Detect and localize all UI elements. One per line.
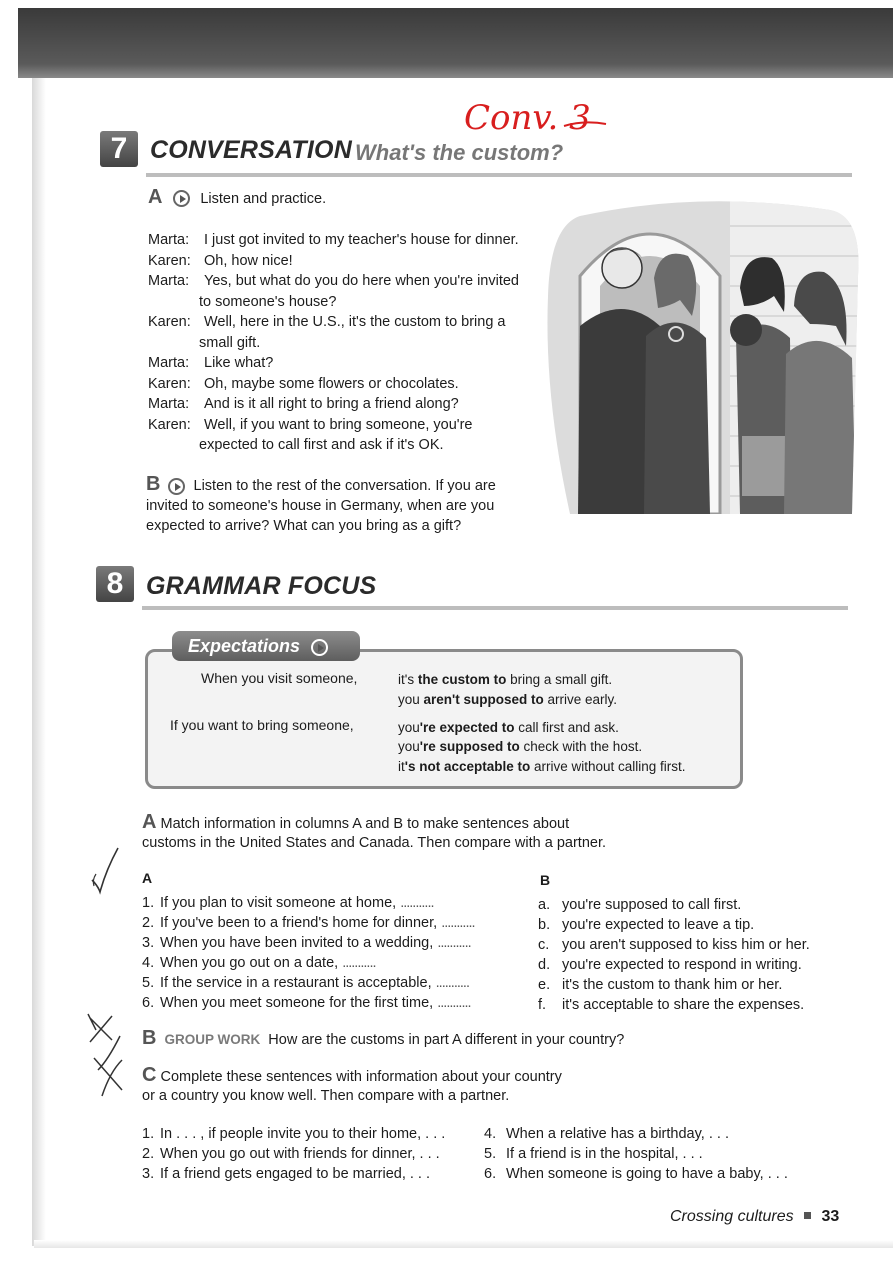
page-number: 33 <box>821 1208 840 1225</box>
match-instruction: A Match information in columns A and B to make sentences about customs in the United States and Canada. Then compare with a partner. <box>142 811 606 851</box>
part-letter-b: B <box>146 473 161 495</box>
list-item: 3. If a friend gets engaged to be married, . . . <box>142 1166 431 1182</box>
grammar-example: you aren't supposed to arrive early. <box>398 692 618 707</box>
dialog-line: Marta: And is it all right to bring a friend along? <box>148 396 459 412</box>
grammar-example: you're supposed to check with the host. <box>398 739 643 754</box>
page-left-edge <box>32 78 46 1246</box>
footer-bullet <box>804 1212 811 1219</box>
section-7-title: CONVERSATION <box>150 136 352 164</box>
list-item: 6. When someone is going to have a baby, . . . <box>484 1166 788 1182</box>
dialog-line-cont: to someone's house? <box>199 293 337 310</box>
grammar-tab: Expectations <box>172 631 360 661</box>
dialog-line: Karen: Oh, how nice! <box>148 252 293 269</box>
grammar-example: it's the custom to bring a small gift. <box>398 672 613 687</box>
dialog-line: Marta: Yes, but what do you do here when you're invited <box>148 273 519 289</box>
part-c-list-right <box>484 1124 788 1184</box>
scan-top-shadow <box>18 8 893 78</box>
audio-play-icon[interactable] <box>168 478 185 495</box>
column-a-heading: A <box>142 870 153 886</box>
dialog <box>148 230 548 456</box>
list-item: e. it's the custom to thank him or her. <box>538 977 783 993</box>
list-item: 2. When you go out with friends for dinner, . . . <box>142 1146 440 1162</box>
handwritten-x-marks <box>82 1010 134 1100</box>
part-a-instruction-row <box>148 186 326 210</box>
dialog-line: Marta: I just got invited to my teacher's house for dinner. <box>148 232 519 248</box>
dialog-line: Karen: Oh, maybe some flowers or chocolates. <box>148 375 459 392</box>
column-a-list <box>142 893 475 1013</box>
list-item: 4. When a relative has a birthday, . . . <box>484 1126 729 1142</box>
part-letter-b: B <box>142 1027 157 1049</box>
group-work-text: How are the customs in part A different in your country? <box>268 1032 625 1048</box>
dialog-line: Marta: Like what? <box>148 355 274 371</box>
part-c-list-left <box>142 1124 445 1184</box>
group-work-row <box>142 1028 624 1051</box>
list-item: 1. In . . . , if people invite you to their home, . . . <box>142 1126 446 1142</box>
list-item: f. it's acceptable to share the expenses. <box>538 997 805 1013</box>
group-work-label: GROUP WORK <box>164 1032 261 1047</box>
audio-play-icon[interactable] <box>173 190 190 207</box>
dialog-line-cont: small gift. <box>199 334 261 351</box>
list-item: 5. If a friend is in the hospital, . . . <box>484 1146 703 1162</box>
dialog-line: Karen: Well, if you want to bring someone, you're <box>148 416 473 433</box>
part-letter-c: C <box>142 1064 157 1086</box>
dialog-line: Karen: Well, here in the U.S., it's the custom to bring a <box>148 314 506 330</box>
part-a-instruction: Listen and practice. <box>200 191 327 207</box>
part-c-instruction: C Complete these sentences with information about your country or a country you know well. Then compare with a partner. <box>142 1064 562 1104</box>
handwritten-note: Conv. 3 <box>464 98 591 138</box>
grammar-clause: If you want to bring someone, <box>170 717 354 733</box>
dialog-line-cont: expected to call first and ask if it's OK. <box>199 437 444 453</box>
handwritten-underline <box>560 112 610 134</box>
section-8-rule <box>142 606 848 610</box>
grammar-example: you're expected to call first and ask. <box>398 720 619 735</box>
list-item: 6. When you meet someone for the first time, ........... <box>142 995 471 1011</box>
section-7-number: 7 <box>100 131 138 167</box>
part-b-block <box>146 474 526 537</box>
list-item: d. you're expected to respond in writing. <box>538 957 802 973</box>
footer-title: Crossing cultures <box>670 1208 794 1225</box>
list-item: c. you aren't supposed to kiss him or her. <box>538 937 810 953</box>
page-footer <box>670 1208 839 1226</box>
section-7-subtitle: What's the custom? <box>355 140 564 165</box>
list-item: a. you're supposed to call first. <box>538 897 742 913</box>
list-item: 2. If you've been to a friend's home for dinner, ........... <box>142 915 475 931</box>
section-8-number: 8 <box>96 566 134 602</box>
section-7-rule <box>146 173 852 177</box>
list-item: 4. When you go out on a date, ........... <box>142 955 376 971</box>
part-b-line: Listen to the rest of the conversation. If you are <box>193 478 496 494</box>
column-b-heading: B <box>540 872 551 888</box>
part-b-line: invited to someone's house in Germany, when are you <box>146 497 495 514</box>
page-bottom-edge <box>34 1240 893 1248</box>
conversation-illustration <box>540 196 862 514</box>
grammar-clause: When you visit someone, <box>201 670 358 686</box>
part-letter-a: A <box>148 186 163 208</box>
part-b-line: expected to arrive? What can you bring as a gift? <box>146 518 462 534</box>
list-item: 5. If the service in a restaurant is acceptable, ........... <box>142 975 469 991</box>
part-letter-a: A <box>142 811 157 833</box>
list-item: b. you're expected to leave a tip. <box>538 917 755 933</box>
list-item: 1. If you plan to visit someone at home, ........... <box>142 895 434 911</box>
section-8-title: GRAMMAR FOCUS <box>146 572 377 600</box>
list-item: 3. When you have been invited to a wedding, ........... <box>142 935 471 951</box>
grammar-example: it's not acceptable to arrive without calling first. <box>398 759 686 774</box>
column-b-list <box>538 895 810 1015</box>
handwritten-checkmark <box>86 846 122 896</box>
audio-play-icon[interactable] <box>311 639 328 656</box>
